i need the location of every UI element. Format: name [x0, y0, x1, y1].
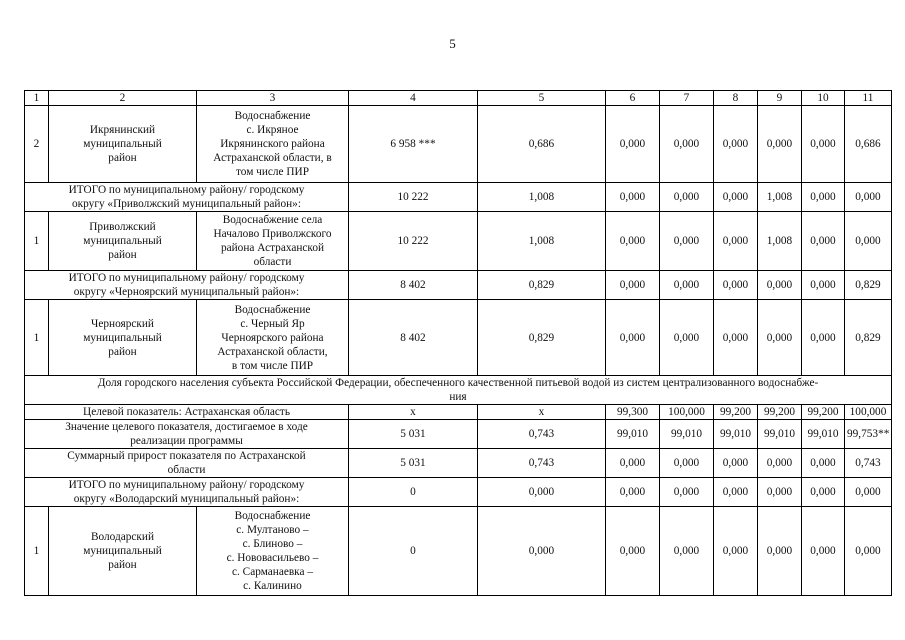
project-description: Водоснабжение с. Икряное Икрянинского района Астраханской области, в том числе ПИР: [197, 106, 349, 183]
cell-value: 0,000: [660, 106, 714, 183]
cell-value: 0,829: [845, 271, 892, 300]
table-row-total: [25, 420, 892, 449]
cell-value: 0,000: [802, 271, 845, 300]
cell-value: 10 222: [349, 183, 478, 212]
table-row-total: [25, 271, 892, 300]
cell-value: 99,010: [660, 420, 714, 449]
cell-value: 0,000: [606, 300, 660, 376]
total-label: ИТОГО по муниципальному району/ городскому округу «Приволжский муниципальный район»:: [25, 183, 349, 212]
cell-value: 0,000: [714, 183, 758, 212]
cell-value: 0,000: [758, 507, 802, 596]
cell-value: 0,000: [714, 478, 758, 507]
cell-value: 99,200: [714, 405, 758, 420]
cell-value: 0,000: [802, 212, 845, 271]
cell-value: 0,000: [478, 478, 606, 507]
cell-value: 0,000: [802, 300, 845, 376]
cell-value: 1,008: [758, 212, 802, 271]
column-header: 2: [49, 91, 197, 106]
cell-value: 1,008: [478, 183, 606, 212]
header-row: [25, 91, 892, 106]
cell-value: 0,000: [845, 212, 892, 271]
cell-value: 0: [349, 478, 478, 507]
cell-value: 0,000: [758, 449, 802, 478]
cell-value: 5 031: [349, 420, 478, 449]
section-heading: Доля городского населения субъекта Российской Федерации, обеспеченного качественной питьевой водой из систем централизованного водоснабже- ния: [25, 376, 892, 405]
page-number: 5: [449, 36, 456, 51]
district-name: Икрянинский муниципальный район: [49, 106, 197, 183]
cell-value: 0,000: [845, 507, 892, 596]
table-row: [25, 507, 892, 596]
cell-value: 0,000: [660, 212, 714, 271]
column-header: 5: [478, 91, 606, 106]
cell-value: 0,000: [758, 106, 802, 183]
cell-value: 0,000: [660, 478, 714, 507]
total-label: ИТОГО по муниципальному району/ городскому округу «Черноярский муниципальный район»:: [25, 271, 349, 300]
cell-value: 0: [349, 507, 478, 596]
cell-value: 8 402: [349, 271, 478, 300]
cell-value: 10 222: [349, 212, 478, 271]
cell-value: 0,000: [606, 478, 660, 507]
column-header: 4: [349, 91, 478, 106]
cell-value: 5 031: [349, 449, 478, 478]
cell-value: 100,000: [660, 405, 714, 420]
cell-value: 0,000: [802, 507, 845, 596]
cell-value: 8 402: [349, 300, 478, 376]
total-label: Суммарный прирост показателя по Астраханской области: [25, 449, 349, 478]
section-row: [25, 376, 892, 405]
column-header: 6: [606, 91, 660, 106]
column-header: 11: [845, 91, 892, 106]
cell-value: 0,000: [714, 300, 758, 376]
project-description: Водоснабжение с. Мултаново – с. Блиново – с. Нововасильево – с. Сарманаевка – с. Калинино: [197, 507, 349, 596]
cell-value: 0,000: [714, 212, 758, 271]
cell-value: 1,008: [478, 212, 606, 271]
cell-value: 99,753**: [845, 420, 892, 449]
cell-value: x: [478, 405, 606, 420]
row-number: 1: [25, 507, 49, 596]
cell-value: 0,000: [845, 183, 892, 212]
cell-value: 6 958 ***: [349, 106, 478, 183]
cell-value: 0,000: [606, 212, 660, 271]
cell-value: 99,010: [758, 420, 802, 449]
cell-value: 0,000: [606, 271, 660, 300]
table-row: [25, 212, 892, 271]
cell-value: 99,200: [802, 405, 845, 420]
row-number: 1: [25, 300, 49, 376]
district-name: Володарский муниципальный район: [49, 507, 197, 596]
cell-value: 0,000: [802, 478, 845, 507]
cell-value: 99,010: [606, 420, 660, 449]
district-name: Приволжский муниципальный район: [49, 212, 197, 271]
table-row-total: [25, 449, 892, 478]
cell-value: 0,000: [802, 449, 845, 478]
cell-value: 100,000: [845, 405, 892, 420]
cell-value: 0,000: [802, 106, 845, 183]
table-row-total: [25, 478, 892, 507]
row-number: 1: [25, 212, 49, 271]
table-row: [25, 300, 892, 376]
cell-value: 99,200: [758, 405, 802, 420]
cell-value: 0,000: [660, 449, 714, 478]
cell-value: 0,000: [606, 183, 660, 212]
cell-value: 0,829: [478, 300, 606, 376]
cell-value: 0,743: [845, 449, 892, 478]
cell-value: 0,000: [758, 271, 802, 300]
cell-value: 0,000: [845, 478, 892, 507]
district-name: Черноярский муниципальный район: [49, 300, 197, 376]
project-description: Водоснабжение с. Черный Яр Черноярского района Астраханской области, в том числе ПИР: [197, 300, 349, 376]
table-row-total: [25, 183, 892, 212]
data-table: [24, 90, 892, 596]
table-row: [25, 106, 892, 183]
cell-value: 0,829: [845, 300, 892, 376]
column-header: 9: [758, 91, 802, 106]
total-label: ИТОГО по муниципальному району/ городскому округу «Володарский муниципальный район»:: [25, 478, 349, 507]
cell-value: 0,829: [478, 271, 606, 300]
cell-value: 0,000: [714, 106, 758, 183]
cell-value: 0,000: [714, 507, 758, 596]
column-header: 10: [802, 91, 845, 106]
row-number: 2: [25, 106, 49, 183]
cell-value: 0,000: [660, 300, 714, 376]
cell-value: 0,000: [758, 478, 802, 507]
cell-value: 0,000: [660, 507, 714, 596]
cell-value: 0,686: [845, 106, 892, 183]
table-row-total: [25, 405, 892, 420]
cell-value: 0,686: [478, 106, 606, 183]
cell-value: x: [349, 405, 478, 420]
cell-value: 99,300: [606, 405, 660, 420]
column-header: 3: [197, 91, 349, 106]
cell-value: 0,743: [478, 449, 606, 478]
cell-value: 0,000: [714, 271, 758, 300]
project-description: Водоснабжение села Началово Приволжского района Астраханской области: [197, 212, 349, 271]
cell-value: 0,000: [660, 183, 714, 212]
cell-value: 0,000: [606, 449, 660, 478]
cell-value: 0,000: [478, 507, 606, 596]
cell-value: 1,008: [758, 183, 802, 212]
cell-value: 0,000: [758, 300, 802, 376]
cell-value: 0,000: [660, 271, 714, 300]
column-header: 7: [660, 91, 714, 106]
total-label: Значение целевого показателя, достигаемое в ходе реализации программы: [25, 420, 349, 449]
cell-value: 0,000: [606, 507, 660, 596]
cell-value: 0,000: [714, 449, 758, 478]
column-header: 1: [25, 91, 49, 106]
cell-value: 99,010: [802, 420, 845, 449]
cell-value: 0,743: [478, 420, 606, 449]
total-label: Целевой показатель: Астраханская область: [25, 405, 349, 420]
column-header: 8: [714, 91, 758, 106]
cell-value: 0,000: [606, 106, 660, 183]
cell-value: 99,010: [714, 420, 758, 449]
cell-value: 0,000: [802, 183, 845, 212]
